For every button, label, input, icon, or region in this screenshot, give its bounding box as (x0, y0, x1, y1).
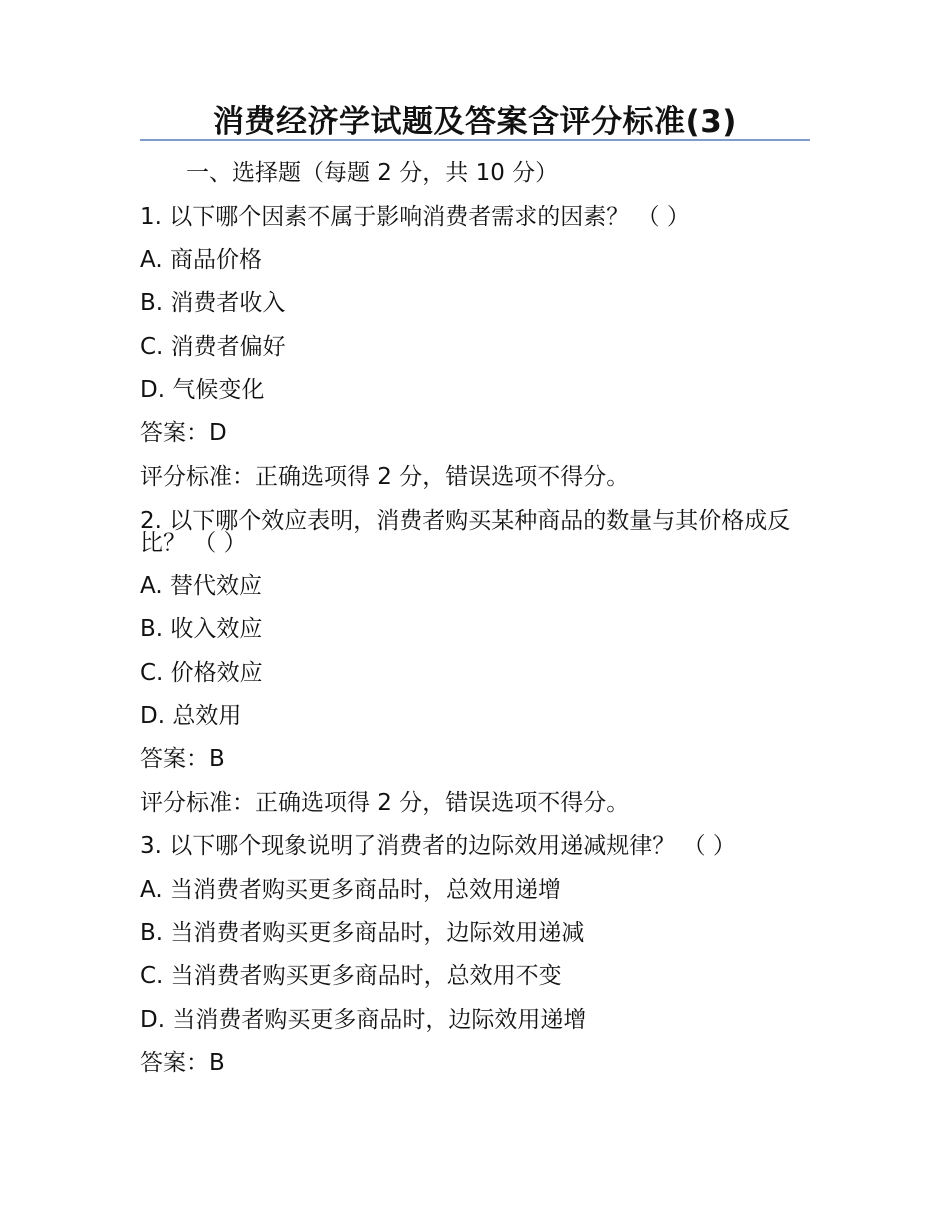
question-3-text: 3. 以下哪个现象说明了消费者的边际效用递减规律？ （ ） (140, 833, 736, 859)
question-2-grading: 评分标准：正确选项得 2 分，错误选项不得分。 (140, 790, 630, 816)
question-1-option-b: B. 消费者收入 (140, 290, 286, 316)
question-1-grading: 评分标准：正确选项得 2 分，错误选项不得分。 (140, 464, 630, 490)
section-heading: 一、选择题（每题 2 分，共 10 分） (186, 160, 559, 186)
question-3-option-a: A. 当消费者购买更多商品时，总效用递增 (140, 877, 561, 903)
question-2-option-b: B. 收入效应 (140, 616, 263, 642)
question-3-option-b: B. 当消费者购买更多商品时，边际效用递减 (140, 920, 585, 946)
question-1-option-d: D. 气候变化 (140, 377, 265, 403)
question-3-option-c: C. 当消费者购买更多商品时，总效用不变 (140, 963, 562, 989)
question-2-answer: 答案：B (140, 746, 225, 772)
question-2-option-c: C. 价格效应 (140, 660, 263, 686)
document-title: 消费经济学试题及答案含评分标准(3) (213, 104, 737, 140)
question-1-answer: 答案：D (140, 420, 227, 446)
question-1-text: 1. 以下哪个因素不属于影响消费者需求的因素？ （ ） (140, 204, 690, 230)
question-2-option-d: D. 总效用 (140, 703, 242, 729)
question-3-option-d: D. 当消费者购买更多商品时，边际效用递增 (140, 1007, 587, 1033)
question-3-answer: 答案：B (140, 1050, 225, 1076)
question-2-option-a: A. 替代效应 (140, 573, 262, 599)
title-underline (140, 139, 810, 141)
question-1-option-a: A. 商品价格 (140, 247, 262, 273)
question-1-option-c: C. 消费者偏好 (140, 334, 286, 360)
question-2-text: 2. 以下哪个效应表明，消费者购买某种商品的数量与其价格成反比？ （ ） (140, 508, 791, 556)
